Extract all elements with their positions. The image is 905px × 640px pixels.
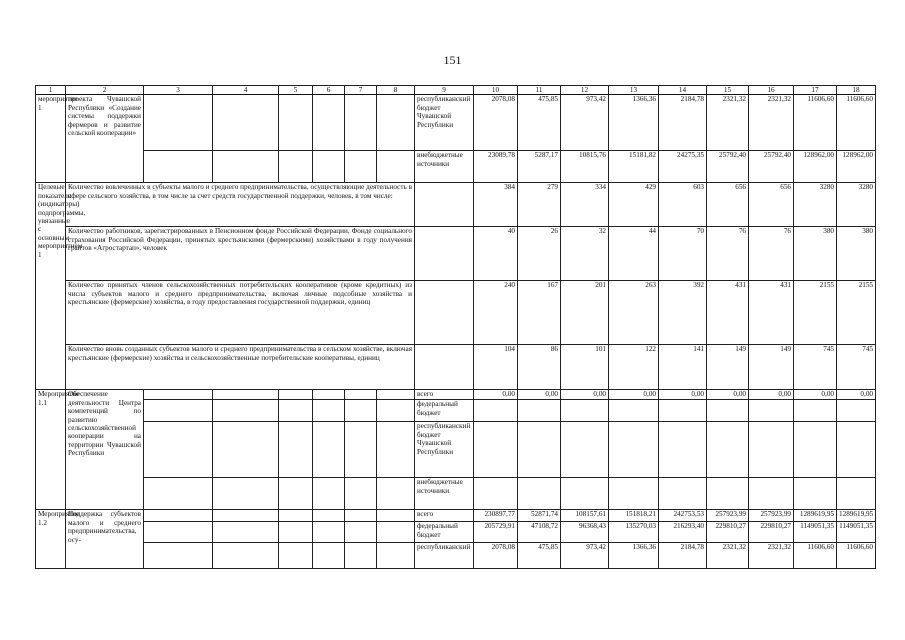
measure-1-2-name: Поддержка субъектов малого и среднего предпринимательства, осу- — [66, 510, 144, 569]
value-cell: 23089,78 — [474, 151, 518, 183]
value-cell: 3280 — [837, 183, 876, 227]
empty-cell — [345, 151, 377, 183]
value-cell: 2321,32 — [749, 95, 794, 151]
value-cell: 2184,78 — [659, 543, 707, 569]
empty-cell — [313, 422, 345, 478]
value-cell: 32 — [561, 227, 609, 281]
value-cell: 240 — [474, 281, 518, 345]
value-cell: 2078,08 — [474, 95, 518, 151]
value-cell: 380 — [794, 227, 837, 281]
value-cell: 0,00 — [659, 390, 707, 400]
header-cell: 15 — [707, 86, 749, 95]
header-cell: 13 — [609, 86, 659, 95]
measure-1-1-row — [36, 390, 876, 400]
value-cell: 263 — [609, 281, 659, 345]
header-cell: 2 — [66, 86, 144, 95]
empty-cell — [144, 151, 213, 183]
value-cell: 392 — [659, 281, 707, 345]
empty-cell — [377, 510, 415, 522]
value-cell: 104 — [474, 345, 518, 390]
empty-cell — [213, 510, 279, 522]
value-cell — [837, 422, 876, 478]
value-cell: 431 — [749, 281, 794, 345]
value-cell: 230897,77 — [474, 510, 518, 522]
value-cell: 242753,53 — [659, 510, 707, 522]
value-cell: 257923,99 — [707, 510, 749, 522]
empty-cell — [345, 400, 377, 422]
empty-cell — [279, 390, 313, 400]
header-cell: 11 — [518, 86, 561, 95]
header-cell: 16 — [749, 86, 794, 95]
empty-cell — [144, 522, 213, 543]
funding-source: республиканский бюджет Чувашской Республики — [415, 422, 474, 478]
measure-1-row — [36, 151, 876, 183]
value-cell: 603 — [659, 183, 707, 227]
measure-1-1-row — [36, 400, 876, 422]
value-cell: 52871,74 — [518, 510, 561, 522]
value-cell — [609, 478, 659, 510]
empty-cell — [213, 95, 279, 151]
empty-cell — [377, 478, 415, 510]
value-cell: 216293,40 — [659, 522, 707, 543]
value-cell: 475,85 — [518, 95, 561, 151]
value-cell: 11606,60 — [794, 543, 837, 569]
value-cell — [749, 478, 794, 510]
empty-cell — [377, 522, 415, 543]
empty-cell — [144, 478, 213, 510]
value-cell: 745 — [794, 345, 837, 390]
value-cell: 1366,36 — [609, 95, 659, 151]
value-cell: 44 — [609, 227, 659, 281]
value-cell: 334 — [561, 183, 609, 227]
value-cell: 96368,43 — [561, 522, 609, 543]
value-cell — [707, 400, 749, 422]
value-cell: 0,00 — [837, 390, 876, 400]
value-cell: 279 — [518, 183, 561, 227]
value-cell — [561, 422, 609, 478]
value-cell: 25792,40 — [707, 151, 749, 183]
empty-cell — [279, 95, 313, 151]
value-cell: 10815,76 — [561, 151, 609, 183]
indicator-text: Количество вновь созданных субъектов малого и среднего предпринимательства в сельском хозяйстве, включая крестьянские (фермерские) хозяйства и сельскохозяйственные потребительские кооперативы, единиц — [66, 345, 415, 390]
value-cell: 24275,35 — [659, 151, 707, 183]
empty-cell — [144, 422, 213, 478]
empty-cell — [377, 400, 415, 422]
header-row — [36, 86, 876, 95]
indicator-row — [36, 281, 876, 345]
header-cell: 4 — [213, 86, 279, 95]
measure-1-2-row — [36, 522, 876, 543]
value-cell — [659, 478, 707, 510]
value-cell — [794, 478, 837, 510]
funding-source: всего — [415, 510, 474, 522]
empty-cell — [213, 151, 279, 183]
empty-cell — [213, 543, 279, 569]
empty-cell — [313, 543, 345, 569]
value-cell: 205729,91 — [474, 522, 518, 543]
empty-cell — [313, 478, 345, 510]
value-cell: 380 — [837, 227, 876, 281]
indicator-text: Количество вовлеченных в субъекты малого и среднего предпринимательства, осуществляющие деятельность в сфере сельского хозяйства, в том числе за счет средств государственной поддержки, человек, в том числе: — [66, 183, 415, 227]
empty-cell — [377, 95, 415, 151]
indicator-row — [36, 183, 876, 227]
empty-cell — [345, 543, 377, 569]
header-cell: 17 — [794, 86, 837, 95]
header-cell: 5 — [279, 86, 313, 95]
value-cell: 384 — [474, 183, 518, 227]
empty-cell — [213, 478, 279, 510]
value-cell: 108157,61 — [561, 510, 609, 522]
value-cell: 25792,40 — [749, 151, 794, 183]
value-cell: 229810,27 — [707, 522, 749, 543]
empty-cell — [377, 390, 415, 400]
value-cell: 128962,00 — [837, 151, 876, 183]
value-cell — [561, 478, 609, 510]
funding-source: всего — [415, 390, 474, 400]
value-cell — [707, 422, 749, 478]
empty-cell — [279, 400, 313, 422]
value-cell: 3280 — [794, 183, 837, 227]
measure-1-1-row — [36, 422, 876, 478]
indicator-text: Количество принятых членов сельскохозяйственных потребительских кооперативов (кроме кредитных) из числа субъектов малого и среднего предпринимательства, включая личные подсобные хозяйства и крестьянские (фермерские) хозяйства, в году предоставления государственной поддержки, единиц — [66, 281, 415, 345]
value-cell: 11606,60 — [837, 95, 876, 151]
empty-cell — [345, 390, 377, 400]
value-cell — [749, 400, 794, 422]
value-cell: 1289619,95 — [837, 510, 876, 522]
value-cell: 0,00 — [707, 390, 749, 400]
value-cell: 0,00 — [749, 390, 794, 400]
empty-cell — [279, 543, 313, 569]
value-cell: 257923,99 — [749, 510, 794, 522]
empty-cell — [213, 422, 279, 478]
value-cell: 2078,08 — [474, 543, 518, 569]
value-cell: 2321,32 — [707, 543, 749, 569]
value-cell: 429 — [609, 183, 659, 227]
funding-source: республиканский — [415, 543, 474, 569]
empty-cell — [415, 281, 474, 345]
header-cell: 7 — [345, 86, 377, 95]
measure-1-label: мероприятие 1 — [36, 95, 66, 183]
value-cell: 475,85 — [518, 543, 561, 569]
funding-source: федеральный бюджет — [415, 522, 474, 543]
value-cell — [794, 422, 837, 478]
header-cell: 18 — [837, 86, 876, 95]
empty-cell — [279, 151, 313, 183]
empty-cell — [279, 478, 313, 510]
empty-cell — [279, 522, 313, 543]
empty-cell — [345, 422, 377, 478]
value-cell: 229810,27 — [749, 522, 794, 543]
value-cell: 122 — [609, 345, 659, 390]
value-cell: 76 — [749, 227, 794, 281]
header-cell: 14 — [659, 86, 707, 95]
value-cell: 201 — [561, 281, 609, 345]
header-cell: 10 — [474, 86, 518, 95]
value-cell: 5287,17 — [518, 151, 561, 183]
value-cell: 0,00 — [474, 390, 518, 400]
value-cell — [518, 422, 561, 478]
empty-cell — [377, 422, 415, 478]
value-cell: 70 — [659, 227, 707, 281]
measure-1-2-label: Мероприятие 1.2 — [36, 510, 66, 569]
value-cell — [707, 478, 749, 510]
empty-cell — [415, 183, 474, 227]
value-cell: 431 — [707, 281, 749, 345]
empty-cell — [345, 522, 377, 543]
value-cell: 2321,32 — [749, 543, 794, 569]
empty-cell — [213, 522, 279, 543]
empty-cell — [313, 522, 345, 543]
value-cell: 47108,72 — [518, 522, 561, 543]
measure-1-row — [36, 95, 876, 151]
funding-source: федеральный бюджет — [415, 400, 474, 422]
empty-cell — [144, 510, 213, 522]
value-cell — [609, 400, 659, 422]
program-table — [35, 85, 876, 569]
funding-source: внебюджетные источники — [415, 151, 474, 183]
empty-cell — [144, 543, 213, 569]
header-cell: 1 — [36, 86, 66, 95]
empty-cell — [313, 390, 345, 400]
value-cell: 149 — [707, 345, 749, 390]
empty-cell — [144, 95, 213, 151]
header-cell: 6 — [313, 86, 345, 95]
measure-1-1-name: Обеспечение деятельности Центра компетенций по развитию сельскохозяйственной кооперации на территории Чувашской Республики — [66, 390, 144, 510]
table-body — [36, 86, 876, 569]
value-cell: 1366,36 — [609, 543, 659, 569]
empty-cell — [313, 95, 345, 151]
empty-cell — [213, 400, 279, 422]
indicator-row — [36, 345, 876, 390]
empty-cell — [313, 400, 345, 422]
empty-cell — [345, 478, 377, 510]
funding-source: республиканский бюджет Чувашской Республики — [415, 95, 474, 151]
value-cell: 2155 — [837, 281, 876, 345]
value-cell — [794, 400, 837, 422]
value-cell: 973,42 — [561, 543, 609, 569]
value-cell: 128962,00 — [794, 151, 837, 183]
value-cell: 0,00 — [794, 390, 837, 400]
value-cell — [474, 422, 518, 478]
value-cell — [659, 422, 707, 478]
value-cell: 2184,78 — [659, 95, 707, 151]
funding-source: внебюджетные источники — [415, 478, 474, 510]
empty-cell — [213, 390, 279, 400]
value-cell — [518, 478, 561, 510]
empty-cell — [144, 400, 213, 422]
value-cell: 2321,32 — [707, 95, 749, 151]
value-cell: 745 — [837, 345, 876, 390]
value-cell: 40 — [474, 227, 518, 281]
empty-cell — [415, 227, 474, 281]
header-cell: 12 — [561, 86, 609, 95]
header-cell: 3 — [144, 86, 213, 95]
value-cell: 11606,60 — [794, 95, 837, 151]
empty-cell — [279, 422, 313, 478]
value-cell: 149 — [749, 345, 794, 390]
value-cell: 1149051,35 — [794, 522, 837, 543]
value-cell: 2155 — [794, 281, 837, 345]
value-cell: 141 — [659, 345, 707, 390]
empty-cell — [144, 390, 213, 400]
value-cell: 0,00 — [561, 390, 609, 400]
value-cell: 1149051,35 — [837, 522, 876, 543]
measure-1-2-row — [36, 510, 876, 522]
value-cell: 86 — [518, 345, 561, 390]
empty-cell — [313, 151, 345, 183]
value-cell — [474, 400, 518, 422]
value-cell — [561, 400, 609, 422]
value-cell: 0,00 — [518, 390, 561, 400]
empty-cell — [377, 151, 415, 183]
value-cell: 1289619,95 — [794, 510, 837, 522]
indicators-label: Целевые показатели (индикаторы) подпрограммы, увязанные с основным мероприятием 1 — [36, 183, 66, 390]
value-cell: 76 — [707, 227, 749, 281]
empty-cell — [345, 510, 377, 522]
value-cell: 151818,21 — [609, 510, 659, 522]
value-cell: 15181,82 — [609, 151, 659, 183]
header-cell: 9 — [415, 86, 474, 95]
empty-cell — [415, 345, 474, 390]
value-cell: 973,42 — [561, 95, 609, 151]
value-cell: 0,00 — [609, 390, 659, 400]
value-cell: 656 — [749, 183, 794, 227]
value-cell: 167 — [518, 281, 561, 345]
value-cell — [659, 400, 707, 422]
value-cell: 135270,03 — [609, 522, 659, 543]
value-cell: 11606,60 — [837, 543, 876, 569]
measure-1-name: проекта Чувашской Республики «Создание системы поддержки фермеров и развитие сельской кооперации» — [66, 95, 144, 183]
indicator-text: Количество работников, зарегистрированных в Пенсионном фонде Российской Федерации, Фонде социального страхования Российской Федерации, принятых крестьянскими (фермерскими) хозяйствами в году получения грантов «Агростартап», человек — [66, 227, 415, 281]
empty-cell — [345, 95, 377, 151]
value-cell — [474, 478, 518, 510]
empty-cell — [377, 543, 415, 569]
measure-1-2-row — [36, 543, 876, 569]
empty-cell — [313, 510, 345, 522]
measure-1-1-label: Мероприятие 1.1 — [36, 390, 66, 510]
value-cell — [749, 422, 794, 478]
value-cell: 26 — [518, 227, 561, 281]
header-cell: 8 — [377, 86, 415, 95]
measure-1-1-row — [36, 478, 876, 510]
value-cell — [609, 422, 659, 478]
page-number: 151 — [443, 53, 462, 67]
indicator-row — [36, 227, 876, 281]
empty-cell — [279, 510, 313, 522]
value-cell: 656 — [707, 183, 749, 227]
value-cell — [837, 400, 876, 422]
value-cell: 101 — [561, 345, 609, 390]
value-cell — [837, 478, 876, 510]
value-cell — [518, 400, 561, 422]
